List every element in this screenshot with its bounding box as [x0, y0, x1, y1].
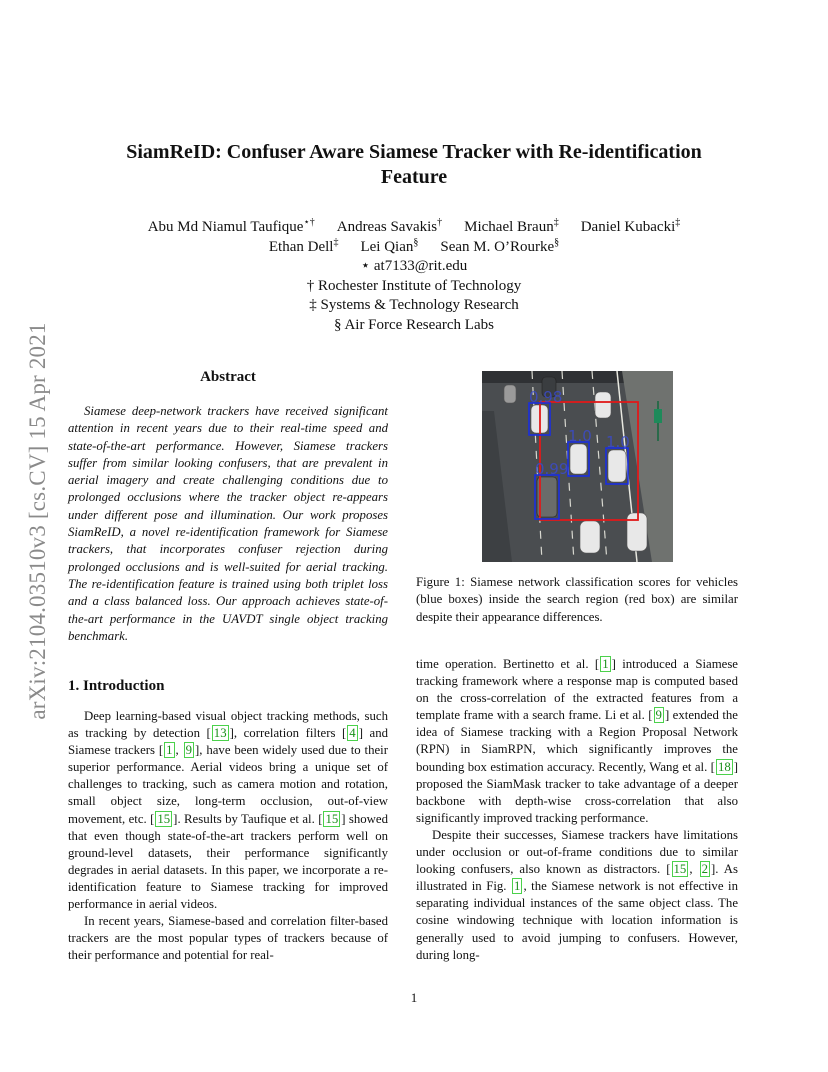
- arxiv-id-text: arXiv:2104.03510v3 [cs.CV] 15 Apr 2021: [25, 322, 50, 720]
- citation-link[interactable]: 15: [673, 862, 687, 877]
- citation-link[interactable]: 15: [157, 811, 171, 826]
- citation-link[interactable]: 9: [185, 743, 193, 758]
- author-name: Abu Md Niamul Taufique: [147, 219, 304, 235]
- affiliation-2: ‡ Systems & Technology Research: [309, 297, 519, 313]
- author-name: Michael Braun: [464, 219, 554, 235]
- author-name: Sean M. O’Rourke: [440, 238, 555, 255]
- paper-title: [60, 140, 768, 190]
- score-label: 1.0: [606, 433, 630, 451]
- figure-1-traffic-image: [482, 371, 673, 562]
- abstract-heading: Abstract: [200, 369, 256, 385]
- citation-link[interactable]: 4: [349, 726, 356, 741]
- citation-link[interactable]: 15: [325, 811, 339, 826]
- author-affil-mark: §: [413, 236, 419, 248]
- left-column-body: [68, 708, 388, 964]
- title-line-1: SiamReID: Confuser Aware Siamese Tracker with Re-identification: [126, 141, 702, 163]
- score-label: 1.0: [568, 427, 592, 445]
- author-affil-mark: ‡: [675, 217, 681, 228]
- author-name: Ethan Dell: [268, 238, 334, 255]
- abstract-text: Siamese deep-network trackers have received significant attention in recent years due to their real-time speed and state-of-the-art performance. However, Siamese trackers suffer from similar looking confusers, that are prevalent in aerial imagery and create challenging conditions due to prolonged occlusions where the tracker object re-appears under different pose and illumination. Our work proposes SiamReID, a novel re-identification framework for Siamese trackers, that incorporates confuser rejection during prolonged occlusions and is well-suited for aerial tracking. The re-identification feature is trained using both triplet loss and a class balanced loss. Our approach achieves state-of-the-art performance in the UAVDT single object tracking benchmark.: [68, 404, 388, 643]
- author-name: Lei Qian: [360, 238, 414, 255]
- paragraph: time operation. Bertinetto et al. [ 1 ] introduced a Siamese tracking framework where a response map is computed based on the cross-correlation of the extracted features from a template frame with a search frame. Li et al. [ 9 ] extended the idea of Siamese tracking with a Region Proposal Network (RPN) in SiamRPN, which significantly improves the bounding box estimation accuracy. Recently, Wang et al. [ 18 ] proposed the SiamMask tracker to take advantage of a deeper backbone with depth-wise cross-correlation that also significantly improved tracking performance.: [416, 657, 738, 825]
- score-label: 0.99: [535, 460, 569, 478]
- author-block: [60, 218, 768, 335]
- author-affil-mark: †: [437, 217, 443, 228]
- arxiv-sidebar-stamp: [18, 286, 58, 756]
- section-heading-introduction: 1. Introduction: [68, 678, 165, 694]
- author-row-2: [60, 238, 768, 258]
- citation-link[interactable]: 1: [166, 743, 173, 758]
- paragraph: Deep learning-based visual object tracking methods, such as tracking by detection [ 13 ], correlation filters [ 4 ] and Siamese trackers [ 1 , 9 ], have been widely used due to their superior performance. Aerial videos bring a unique set of challenges to tracking, such as camera motion and rotation, small object size, long-term occlusion, out-of-view movement, etc. [ 15 ]. Results by Taufique et al. [ 15 ] showed that even though state-of-the-art trackers perform well on ground-level datasets, their performance significantly degrades in aerial datasets. In this paper, we incorporate a re-identification feature to Siamese tracking for improved performance in aerial videos.: [68, 709, 388, 912]
- author-affil-mark: §: [554, 236, 560, 248]
- figure-link[interactable]: 1: [514, 879, 521, 894]
- author-row-1: [60, 218, 768, 238]
- author-email: ⋆ at7133@rit.edu: [360, 258, 468, 274]
- paragraph: Despite their successes, Siamese trackers have limitations under occlusion or out-of-frame conditions due to similar looking confusers, also known as distractors. [ 15 , 2 ]. As illustrated in Fig. 1 , the Siamese network is not effective in separating individual instances of the same object class. The cosine windowing technique with location information is generally used to avoid jumping to confusers. However, during long-: [416, 827, 739, 962]
- author-name: Daniel Kubacki: [580, 219, 676, 235]
- citation-link[interactable]: 2: [701, 862, 708, 877]
- affiliation-3: § Air Force Research Labs: [334, 316, 494, 333]
- affiliation-1: † Rochester Institute of Technology: [306, 277, 522, 294]
- author-affil-mark: ‡: [333, 236, 339, 248]
- title-line-2: Feature: [380, 166, 448, 188]
- page-number: 1: [410, 990, 418, 1005]
- citation-link[interactable]: 9: [655, 708, 662, 723]
- citation-link[interactable]: 18: [717, 759, 731, 774]
- author-affil-mark: ‡: [553, 217, 559, 228]
- paragraph: In recent years, Siamese-based and correlation filter-based trackers are the most popular types of trackers because of their performance and potential for real-: [68, 914, 388, 963]
- author-affil-mark: ⋆†: [303, 217, 315, 228]
- score-label: 0.98: [529, 388, 563, 406]
- citation-link[interactable]: 1: [602, 657, 609, 671]
- figure-1-caption: Figure 1: Siamese network classification scores for vehicles (blue boxes) inside the search region (red box) are similar despite their appearance differences.: [416, 575, 738, 624]
- citation-link[interactable]: 13: [213, 726, 227, 741]
- author-name: Andreas Savakis: [336, 219, 438, 235]
- right-column-body: [416, 656, 738, 964]
